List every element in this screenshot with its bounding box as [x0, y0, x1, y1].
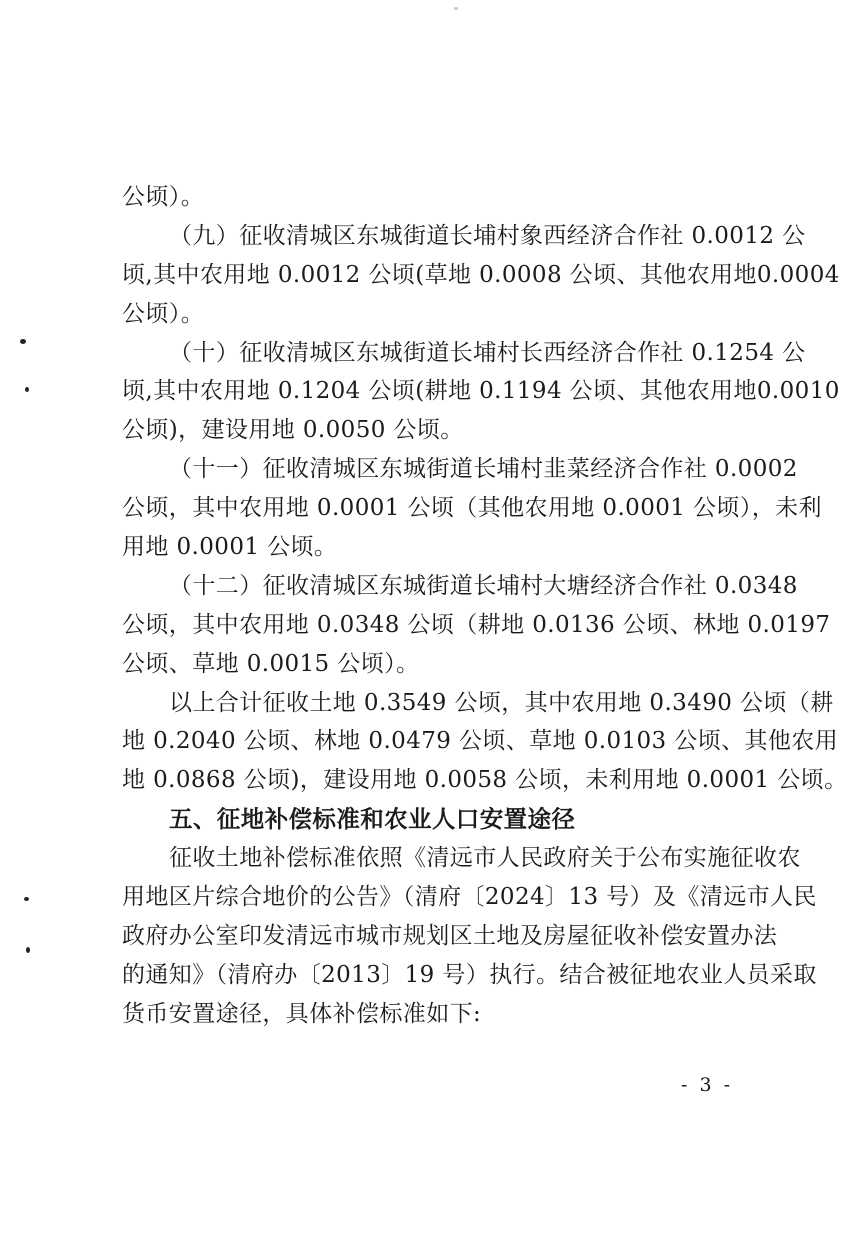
text-line: 地 0.2040 公顷、林地 0.0479 公顷、草地 0.0103 公顷、其他农用: [122, 728, 839, 755]
text-line: 公顷)，建设用地 0.0050 公顷。: [122, 417, 464, 444]
text-line: 用地 0.0001 公顷。: [122, 534, 338, 561]
text-line: 公顷）。: [122, 184, 205, 210]
text-line: 顷,其中农用地 0.0012 公顷(草地 0.0008 公顷、其他农用地0.0004: [122, 261, 840, 288]
text-line: （十一）征收清城区东城街道长埔村韭菜经济合作社 0.0002: [169, 456, 798, 483]
scan-speck: [25, 387, 29, 392]
text-line: 以上合计征收土地 0.3549 公顷，其中农用地 0.3490 公顷（耕: [169, 689, 834, 716]
text-line: 公顷、草地 0.0015 公顷）。: [122, 650, 420, 677]
scan-speck: [24, 897, 29, 901]
text-line: （十）征收清城区东城街道长埔村长西经济合作社 0.1254 公: [169, 339, 806, 366]
text-line: （九）征收清城区东城街道长埔村象西经济合作社 0.0012 公: [169, 222, 806, 249]
text-line: 顷,其中农用地 0.1204 公顷(耕地 0.1194 公顷、其他农用地0.0010: [122, 378, 840, 405]
text-line: 地 0.0868 公顷)，建设用地 0.0058 公顷，未利用地 0.0001 公顷。: [122, 767, 848, 794]
text-line: 征收土地补偿标准依照《清远市人民政府关于公布实施征收农: [169, 845, 801, 872]
text-line: 货币安置途径，具体补偿标准如下:: [122, 1000, 482, 1027]
text-line: 公顷）。: [122, 300, 205, 327]
text-line: 五、征地补偿标准和农业人口安置途径: [169, 805, 576, 834]
text-line: （十二）征收清城区东城街道长埔村大塘经济合作社 0.0348: [169, 572, 798, 599]
text-line: 公顷，其中农用地 0.0001 公顷（其他农用地 0.0001 公顷），未利: [122, 495, 822, 522]
text-line: 用地区片综合地价的公告》（清府〔2024〕13 号）及《清远市人民: [122, 884, 817, 911]
text-line: 公顷，其中农用地 0.0348 公顷（耕地 0.0136 公顷、林地 0.0197: [122, 611, 831, 638]
page-number: - 3 -: [681, 1074, 734, 1096]
scan-speck: [454, 7, 458, 10]
text-line: 政府办公室印发清远市城市规划区土地及房屋征收补偿安置办法: [122, 922, 778, 949]
text-line: 的通知》（清府办〔2013〕19 号）执行。结合被征地农业人员采取: [122, 961, 817, 988]
scan-speck: [26, 947, 30, 953]
scan-speck: [20, 339, 26, 344]
document-body: [122, 178, 848, 1034]
